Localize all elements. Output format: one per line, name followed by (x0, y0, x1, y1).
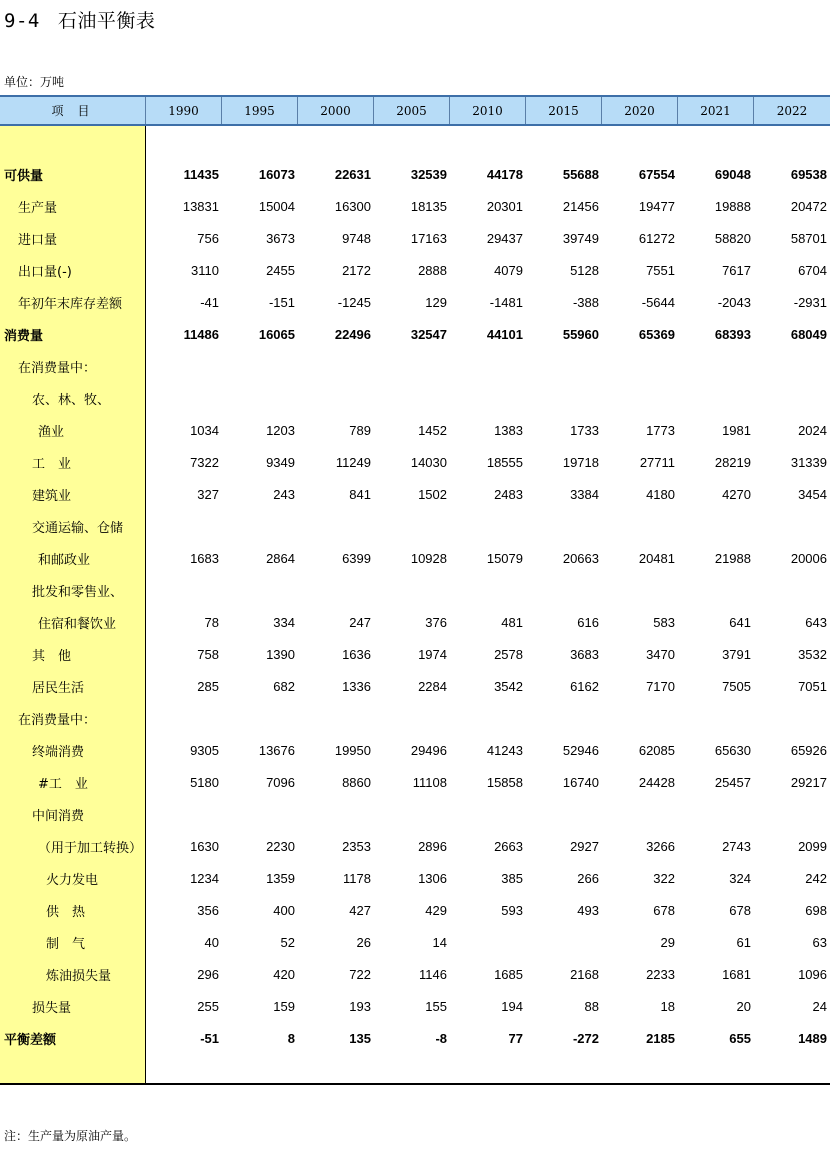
table-row (0, 350, 830, 382)
table-row (0, 510, 830, 542)
table-cell: 643 (805, 614, 827, 630)
table-cell: 29 (660, 934, 675, 950)
table-cell: 22496 (334, 326, 371, 342)
table-cell: 69048 (714, 166, 751, 182)
table-cell: 41243 (486, 742, 523, 758)
table-cell: 39749 (562, 230, 599, 246)
table-cell: 69538 (790, 166, 827, 182)
table-cell: 52946 (562, 742, 599, 758)
table-cell: 1502 (418, 486, 447, 502)
table-cell: 9748 (342, 230, 371, 246)
footnote: 注：生产量为原油产量。 (4, 1129, 137, 1143)
table-cell: 324 (729, 870, 751, 886)
table-cell: 758 (197, 646, 219, 662)
table-cell: 11249 (335, 454, 371, 470)
header-year: 1995 (222, 97, 298, 124)
table-cell: 1336 (342, 678, 371, 694)
table-row (0, 382, 830, 414)
table-cell: 25457 (714, 774, 751, 790)
table-cell: 2483 (494, 486, 523, 502)
header-item-label: 项目 (0, 97, 146, 124)
table-cell: 698 (805, 902, 827, 918)
row-label: 制 气 (46, 936, 86, 952)
header-year: 2020 (602, 97, 678, 124)
table-cell: -41 (200, 294, 219, 310)
table-cell: 2743 (722, 838, 751, 854)
table-cell: 20 (736, 998, 751, 1014)
table-cell: -8 (435, 1030, 447, 1046)
table-row (0, 542, 830, 574)
table-cell: -5644 (641, 294, 675, 310)
table-row (0, 830, 830, 862)
table-cell: 9349 (266, 454, 295, 470)
table-row (0, 926, 830, 958)
table-cell: 1681 (722, 966, 751, 982)
table-cell: 3266 (646, 838, 675, 854)
table-cell: 242 (805, 870, 827, 886)
table-cell: 429 (425, 902, 447, 918)
row-label: 住宿和餐饮业 (38, 616, 117, 632)
page-title (4, 6, 155, 33)
table-cell: 8 (287, 1030, 295, 1046)
table-cell: 58820 (714, 230, 751, 246)
table-cell: 194 (501, 998, 523, 1014)
table-cell: 1630 (190, 838, 219, 854)
table-cell: 88 (584, 998, 599, 1014)
table-header (0, 95, 830, 126)
table-title: 石油平衡表 (57, 10, 156, 32)
table-cell: 78 (204, 614, 219, 630)
table-cell: 1359 (266, 870, 295, 886)
row-label: 可供量 (4, 168, 44, 184)
table-cell: 756 (197, 230, 219, 246)
row-label: 消费量 (4, 328, 44, 344)
table-cell: 327 (197, 486, 219, 502)
row-label: 平衡差额 (4, 1032, 57, 1048)
row-label: 中间消费 (32, 808, 85, 824)
table-cell: 1733 (570, 422, 599, 438)
table-cell: 356 (197, 902, 219, 918)
table-cell: 13676 (258, 742, 295, 758)
table-cell: 8860 (342, 774, 371, 790)
table-cell: 2099 (798, 838, 827, 854)
table-cell: 322 (653, 870, 675, 886)
table-cell: 2284 (418, 678, 447, 694)
table-cell: 3110 (191, 262, 219, 278)
table-cell: 68393 (714, 326, 751, 342)
table-cell: 285 (197, 678, 219, 694)
table-cell: 61 (736, 934, 751, 950)
row-label: 供 热 (46, 904, 86, 920)
table-cell: 266 (577, 870, 599, 886)
table-cell: 7617 (722, 262, 751, 278)
table-cell: 129 (425, 294, 447, 310)
table-cell: 11435 (183, 166, 219, 182)
table-cell: 20472 (790, 198, 827, 214)
table-cell: 678 (653, 902, 675, 918)
table-row (0, 670, 830, 702)
row-label: 农、林、牧、 (32, 392, 111, 408)
table-cell: 27711 (639, 454, 675, 470)
table-cell: 65926 (790, 742, 827, 758)
table-cell: 2455 (266, 262, 295, 278)
table-row (0, 1022, 830, 1054)
table-cell: 583 (653, 614, 675, 630)
table-cell: 67554 (638, 166, 675, 182)
table-cell: 385 (501, 870, 523, 886)
row-label: 损失量 (32, 1000, 72, 1016)
table-cell: 678 (729, 902, 751, 918)
table-row (0, 798, 830, 830)
table-row (0, 734, 830, 766)
table-row (0, 958, 830, 990)
table-cell: 20006 (790, 550, 827, 566)
table-cell: 19718 (562, 454, 599, 470)
table-cell: 29496 (410, 742, 447, 758)
table-cell: 5128 (570, 262, 599, 278)
table-cell: 7170 (646, 678, 675, 694)
table-cell: 155 (425, 998, 447, 1014)
table-cell: 26 (356, 934, 371, 950)
table-cell: 18135 (410, 198, 447, 214)
table-cell: 2927 (570, 838, 599, 854)
table-row (0, 254, 830, 286)
table-cell: 32547 (410, 326, 447, 342)
table-cell: 18 (660, 998, 675, 1014)
row-label: 炼油损失量 (46, 968, 112, 984)
header-year: 2010 (450, 97, 526, 124)
table-cell: 61272 (638, 230, 675, 246)
table-cell: 32539 (410, 166, 447, 182)
table-cell: 722 (349, 966, 371, 982)
table-cell: 6399 (342, 550, 371, 566)
table-cell: 24 (812, 998, 827, 1014)
row-label: 在消费量中： (18, 712, 97, 728)
table-cell: 1685 (494, 966, 523, 982)
table-row (0, 478, 830, 510)
table-cell: 243 (273, 486, 295, 502)
table-cell: 400 (273, 902, 295, 918)
table-cell: -388 (572, 294, 599, 310)
table-cell: 3384 (570, 486, 599, 502)
table-row (0, 158, 830, 190)
row-label: 交通运输、仓储 (32, 520, 124, 536)
table-cell: 255 (197, 998, 219, 1014)
table-cell: 16300 (334, 198, 371, 214)
table-cell: 65630 (714, 742, 751, 758)
table-cell: 2185 (646, 1030, 675, 1046)
table-row (0, 222, 830, 254)
table-cell: 641 (729, 614, 751, 630)
table-cell: 493 (577, 902, 599, 918)
table-cell: 5180 (190, 774, 219, 790)
table-cell: 11108 (412, 774, 447, 790)
table-cell: 58701 (790, 230, 827, 246)
table-cell: 3470 (646, 646, 675, 662)
table-cell: 376 (425, 614, 447, 630)
table-row (0, 286, 830, 318)
row-label: 工 业 (32, 456, 72, 472)
table-cell: 21456 (562, 198, 599, 214)
table-cell: 63 (812, 934, 827, 950)
table-cell: 22631 (334, 166, 371, 182)
table-cell: 655 (729, 1030, 751, 1046)
table-number: 9-4 (4, 10, 40, 32)
table-cell: 481 (501, 614, 523, 630)
row-label: 批发和零售业、 (32, 584, 124, 600)
table-cell: 16740 (562, 774, 599, 790)
table-cell: 1390 (266, 646, 295, 662)
table-cell: 2896 (418, 838, 447, 854)
table-bottom-rule (0, 1083, 830, 1085)
row-label: 进口量 (18, 232, 58, 248)
table-cell: 3542 (494, 678, 523, 694)
table-cell: 1383 (494, 422, 523, 438)
table-row (0, 606, 830, 638)
table-cell: 682 (273, 678, 295, 694)
row-label: 在消费量中： (18, 360, 97, 376)
table-cell: 1234 (190, 870, 219, 886)
table-cell: 7551 (646, 262, 675, 278)
table-cell: 20301 (486, 198, 523, 214)
table-cell: -151 (268, 294, 295, 310)
table-cell: 4270 (722, 486, 751, 502)
table-cell: 15079 (486, 550, 523, 566)
table-cell: 2888 (418, 262, 447, 278)
table-cell: 247 (349, 614, 371, 630)
table-cell: -51 (200, 1030, 219, 1046)
table-cell: 1096 (798, 966, 827, 982)
table-cell: 62085 (638, 742, 675, 758)
table-row (0, 862, 830, 894)
table-cell: 593 (501, 902, 523, 918)
table-cell: 7505 (722, 678, 751, 694)
table-cell: 135 (349, 1030, 371, 1046)
table-row (0, 638, 830, 670)
header-year: 2022 (776, 103, 808, 118)
header-year: 2005 (374, 97, 450, 124)
table-cell: 3532 (798, 646, 827, 662)
table-cell: 55688 (562, 166, 599, 182)
table-cell: 31339 (790, 454, 827, 470)
table-cell: 16073 (258, 166, 295, 182)
table-cell: 2578 (494, 646, 523, 662)
table-cell: 7051 (798, 678, 827, 694)
header-year: 2015 (526, 97, 602, 124)
table-cell: 68049 (790, 326, 827, 342)
table-cell: 1034 (190, 422, 219, 438)
table-cell: 44101 (486, 326, 523, 342)
table-cell: 3791 (722, 646, 751, 662)
table-cell: 9305 (190, 742, 219, 758)
table-cell: 15858 (486, 774, 523, 790)
table-cell: 19950 (334, 742, 371, 758)
table-cell: 65369 (638, 326, 675, 342)
table-cell: 841 (349, 486, 371, 502)
table-row (0, 318, 830, 350)
row-label: 其 他 (32, 648, 72, 664)
table-cell: 1636 (342, 646, 371, 662)
row-label: 建筑业 (32, 488, 72, 504)
table-cell: -2043 (717, 294, 751, 310)
table-cell: -1245 (337, 294, 371, 310)
table-cell: 55960 (562, 326, 599, 342)
table-cell: 2864 (266, 550, 295, 566)
table-cell: 2024 (798, 422, 827, 438)
table-cell: 3683 (570, 646, 599, 662)
table-cell: 1452 (418, 422, 447, 438)
table-cell: 19888 (714, 198, 751, 214)
row-label: 居民生活 (32, 680, 85, 696)
table-cell: 17163 (410, 230, 447, 246)
header-year: 2000 (298, 97, 374, 124)
table-cell: 427 (349, 902, 371, 918)
table-cell: -1481 (489, 294, 523, 310)
table-cell: 6704 (798, 262, 827, 278)
table-body (0, 158, 830, 1054)
table-cell: 24428 (638, 774, 675, 790)
row-label: 年初年末库存差额 (18, 296, 123, 312)
row-label: （用于加工转换） (38, 840, 143, 856)
table-cell: 616 (577, 614, 599, 630)
table-cell: 10928 (410, 550, 447, 566)
table-cell: 3673 (266, 230, 295, 246)
table-cell: 1974 (418, 646, 447, 662)
table-row (0, 446, 830, 478)
table-cell: 7096 (266, 774, 295, 790)
table-row (0, 894, 830, 926)
table-cell: 18555 (486, 454, 523, 470)
table-cell: 20481 (638, 550, 675, 566)
table-cell: 2168 (570, 966, 599, 982)
table-cell: 1146 (419, 966, 447, 982)
table-row (0, 574, 830, 606)
table-cell: 420 (273, 966, 295, 982)
table-cell: 6162 (570, 678, 599, 694)
table-cell: 16065 (258, 326, 295, 342)
table-cell: 159 (273, 998, 295, 1014)
table-cell: 2663 (494, 838, 523, 854)
table-cell: 1203 (266, 422, 295, 438)
table-cell: 40 (204, 934, 219, 950)
table-cell: 21988 (714, 550, 751, 566)
unit-label: 单位：万吨 (4, 75, 65, 89)
table-cell: 29217 (790, 774, 827, 790)
table-cell: 2172 (342, 262, 371, 278)
table-cell: 1773 (646, 422, 675, 438)
row-label: #工 业 (38, 776, 88, 792)
table-cell: 1489 (798, 1030, 827, 1046)
row-label: 终端消费 (32, 744, 85, 760)
table-row (0, 190, 830, 222)
table-cell: 11486 (183, 326, 219, 342)
table-cell: 52 (280, 934, 295, 950)
table-cell: 20663 (562, 550, 599, 566)
row-label: 和邮政业 (38, 552, 91, 568)
table-cell: 7322 (190, 454, 219, 470)
table-cell: 14 (432, 934, 447, 950)
table-cell: -2931 (793, 294, 827, 310)
table-cell: 334 (273, 614, 295, 630)
row-label: 渔业 (38, 424, 65, 440)
table-cell: 19477 (638, 198, 675, 214)
table-cell: 1981 (722, 422, 751, 438)
header-year: 2021 (678, 97, 754, 124)
table-cell: 15004 (258, 198, 295, 214)
table-cell: 789 (349, 422, 371, 438)
table-cell: -272 (572, 1030, 599, 1046)
table-cell: 193 (349, 998, 371, 1014)
table-cell: 14030 (410, 454, 447, 470)
table-cell: 4180 (646, 486, 675, 502)
table-row (0, 414, 830, 446)
table-cell: 13831 (182, 198, 219, 214)
table-cell: 296 (197, 966, 219, 982)
table-cell: 29437 (486, 230, 523, 246)
row-label: 生产量 (18, 200, 58, 216)
table-cell: 28219 (714, 454, 751, 470)
table-cell: 2230 (266, 838, 295, 854)
table-cell: 1306 (418, 870, 447, 886)
table-cell: 3454 (798, 486, 827, 502)
table-row (0, 766, 830, 798)
row-label: 出口量(-) (18, 264, 72, 280)
table-cell: 1178 (343, 870, 371, 886)
table-cell: 77 (508, 1030, 523, 1046)
table-row (0, 702, 830, 734)
table-cell: 2233 (646, 966, 675, 982)
row-label: 火力发电 (46, 872, 99, 888)
table-cell: 44178 (486, 166, 523, 182)
table-cell: 2353 (342, 838, 371, 854)
table-row (0, 990, 830, 1022)
table-cell: 1683 (190, 550, 219, 566)
header-year: 1990 (146, 97, 222, 124)
table-cell: 4079 (494, 262, 523, 278)
